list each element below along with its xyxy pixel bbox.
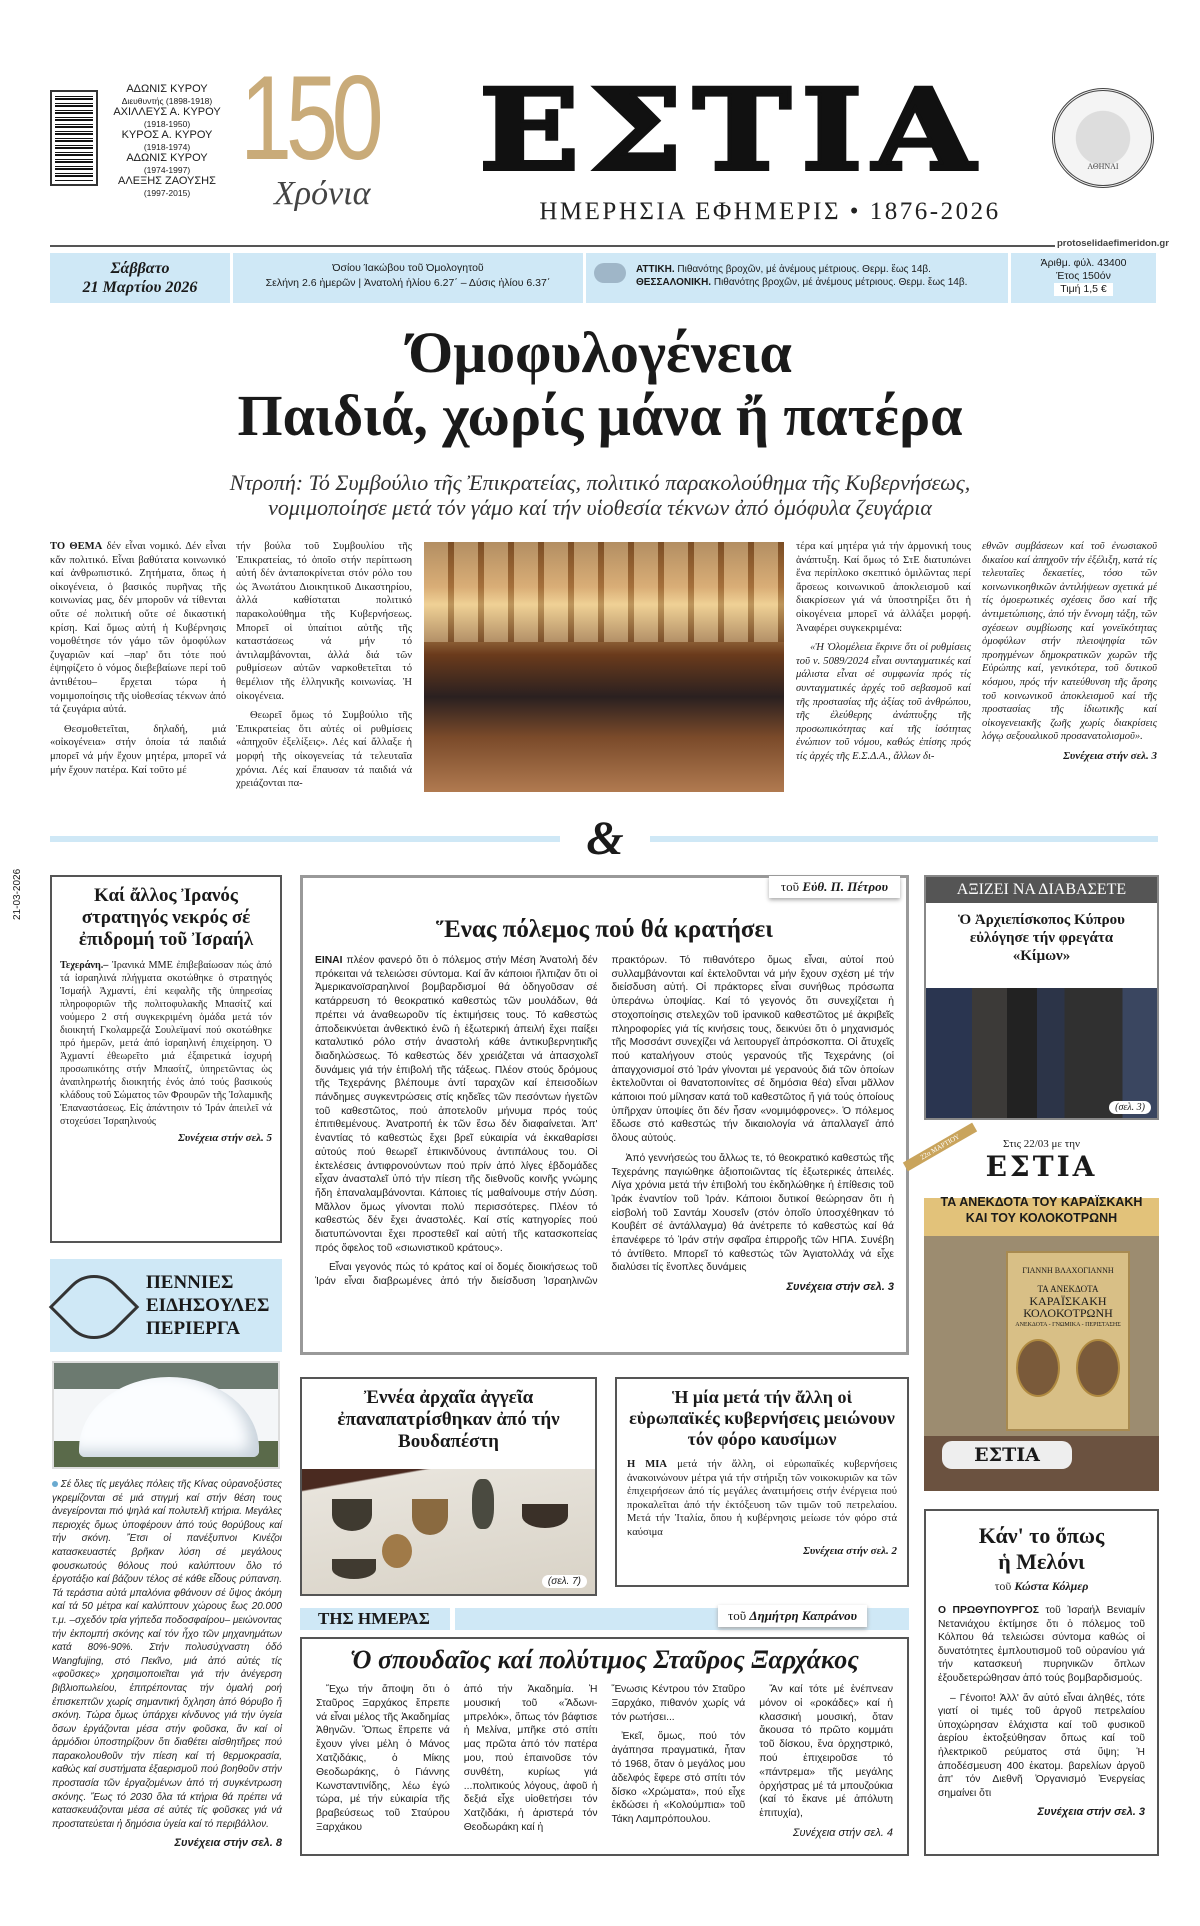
anniversary-word: Χρόνια [274, 175, 371, 212]
paragraph: – Γένοιτο! Ἀλλ' ἄν αὐτό εἶναι ἀληθές, τότε γιατί οἱ τιμές τοῦ ἀργοῦ πετρελαίου ὑποχώρησαν ἐλάχιστα καί τοῦ φυσικοῦ ἀερίου ἐκτοξεύθησαν ὅπως καί τοῦ ἠλεκτρικοῦ ρεύματος στά ὕψη; Ἡ ἀποδέσμευση 400 ἑκατομ. βαρελίων ἀργοῦ ἀπ' τόν Διεθνῆ Ὀργανισμό Ἐνεργείας σημαίνει ὅτι [938, 1692, 1145, 1799]
header-line: ΕΙΔΗΣΟΥΛΕΣ [146, 1295, 270, 1316]
iran-general-article [50, 875, 282, 1243]
lead-in: ΤΟ ΘΕΜΑ [50, 541, 103, 552]
text: τοῦ Ἰσραήλ Βενιαμίν Νετανιάχου ἐκτίμησε ὅτι ὁ πόλεμος τοῦ Κόλπου θά τελειώσει σύντομα καθώς οἱ δυνατότητες ἐμπλουτισμοῦ τοῦ οὐρανίου γιά τήν κατασκευή πυρηνικῶν ὅπλων ἐξουδετερώθησαν ἀπό τούς βομβαρδισμούς. [938, 1605, 1145, 1684]
paragraph: Εἶναι γεγονός πώς τό κράτος καί οἱ δομές διοικήσεως τοῦ Ἰράν εἶναι διαβρωμένες ἀπό τήν διείσδυση Ἰσραηλινῶν πρακτόρων. Τό πιθανότερο ὅμως εἶναι, αὐτοί πού συλλαμβάνονται καί ἐκτελοῦνται νά μήν ἔχουν σχέση μέ τήν διείσδυση αὐτή. Οἱ πράκτορες εἶναι συνήθως πρόσωπα ὑπεράνω ὑποψίας. Καί τό γεγονός ὅτι συνεχίζεται ἡ στοχοποίησις στελεχῶν τοῦ ἰρανικοῦ καθεστῶτος μέ ἀκριβεῖς πληροφορίες γιά τίς κινήσεις τους, δεικνύει ὅτι ὁ μηχανισμός τῆς Μοσσάντ συνεχίζει νά λειτουργεῖ ἀπρόσκοπτα. Οἱ ἄτυχεῖς πού καταλήγουν στούς γερανούς τῆς Τεχεράνης (οἱ ἀπαγχονισμοί στό Ἰράν γίνονται μέ γερανούς διά τῶν ὁποίων ἐκτελοῦνται οἱ θανατοποινίτες σέ δημόσια θέα) εἶναι μᾶλλον κάποιοι πού μίλησαν κατά τοῦ καθεστῶτος ἤ γιά τούς ὁποίους ὑπῆρχαν ὑποψίες ὅτι δέν ἦσαν «νομιμόφρονες». Ὁ πόλεμος ἔδωσε στό καθεστώς τήν δικαιολογία νά ἀπαλλαγεῖ ἀπό ὅλους αὐτούς. [315, 955, 894, 1288]
lead-in: Ο ΠΡΩΘΥΠΟΥΡΓΟΣ [938, 1605, 1039, 1616]
weather-region: ΘΕΣΣΑΛΟΝΙΚΗ. [636, 277, 712, 288]
continued-link[interactable]: Συνέχεια στήν σελ. 3 [786, 1281, 894, 1294]
paragraph [315, 954, 598, 1255]
article-title: Ὁ σπουδαῖος καί πολύτιμος Σταῦρος Ξαρχάκος [350, 1645, 859, 1674]
lead-col-2 [236, 540, 412, 797]
page-ref[interactable]: (σελ. 3) [1109, 1101, 1151, 1114]
infobar-weather [586, 253, 1008, 303]
text: Ἰρανικά ΜΜΕ ἐπιβεβαίωσαν πώς ἀπό τά ἰσραηλινά πλήγματα σκοτώθηκε ὁ στρατηγός Ἰσμαήλ Ἀχμαντί, ἐπί κεφαλῆς τῆς ὑπηρεσίας πληροφοριῶν τῆς πολιτοφυλακῆς Μπασίτζ καί νούμερο 2 στή συγκεκριμένη ὁμάδα μετά τόν διοικητή Γκολαμρεζά Σουλεϊμανί πού σκοτώθηκε πρό ἡμερῶν, μετά ἀπό ἰσραηλινή ἐπιχείρηση. Ὁ Ἀχμαντί ἐθεωρεῖτο μιά ἐξαιρετικά ἰσχυρή προσωπικότης στήν Μπασίτζ, ὑπηρετῶντας ὡς ἀναπληρωτής διοικητής ἑνός ἀπό τούς βασικούς κλάδους τοῦ Σώματος τῶν Φρουρῶν τῆς Ἰσλαμικῆς Ἐπαναστάσεως. Εἰς ἀπάντησιν τό Ἰράν ἀπειλεῖ νά στοχεύσει Ἰσραηλινούς [60, 960, 273, 1127]
paragraph: Θεσμοθετεῖται, δηλαδή, μιά «οἰκογένεια» στήν ὁποία τά παιδιά μπορεῖ νά μήν ἔχουν μητέρα, μπορεῖ νά μήν ἔχουν πατέρα. Καί τοῦτο μέ [50, 723, 226, 776]
founder-years: (1918-1974) [143, 141, 191, 152]
infobar-date [50, 253, 230, 303]
lead-col-3 [796, 540, 971, 770]
founder: ΑΧΙΛΛΕΥΣ Α. ΚΥΡΟΥ [113, 106, 221, 118]
infobar-almanac [233, 253, 583, 303]
header-line: ΠΕΡΙΕΡΓΑ [146, 1318, 241, 1339]
anniversary-number: 150 [240, 51, 378, 185]
founder: ΑΛΕΞΗΣ ΖΑΟΥΣΗΣ [118, 175, 216, 187]
founder: ΑΔΩΝΙΣ ΚΥΡΟΥ [126, 152, 208, 164]
seal-text: ΑΘΗΝΑΙ [1087, 162, 1119, 171]
column [464, 1683, 598, 1841]
paragraph [50, 540, 226, 717]
ad-logo: ΕΣΤΙΑ [985, 1150, 1098, 1183]
continued-link[interactable]: Συνέχεια στήν σελ. 8 [174, 1837, 282, 1850]
newspaper-title: ΕΣΤΙΑ [478, 64, 986, 197]
article-title[interactable]: Ὁ Ἀρχιεπίσκοπος Κύπρου εὐλόγησε τήν φρεγάτα «Κίμων» [958, 912, 1125, 964]
founders-list [112, 84, 222, 199]
paragraph: Ἄν καί τότε μέ ἐνέπνεαν μόνον οἱ «ροκάδες» καί ἡ κλασσική μουσική, ὅταν ἄκουσα τό πρῶτο κομμάτι τοῦ δίσκου, ἕνα ὀρχηστρικό, πού ἐπιχειροῦσε τό «πάντρεμα» τῆς μεγάλης ὀρχήστρας μέ τά μπουζούκια (καί τό ἔκανε μέ ἀπόλυτη ἐπιτυχία), [759, 1684, 893, 1820]
paragraph: εθνῶν συμβάσεων καί τοῦ ἐνωσιακοῦ δικαίου καί ἀπηχοῦν τήν ἐξέλιξη, κατά τίς τελευταῖες δεκαετίες, τόσο τῶν κοινωνικοηθικῶν ἀντιλήψεων σχετικά μέ τίς ὁμοερωτικές σχέσεις ὅσο καί τῆς ἀντιμετώπισης, ἀπό τήν ἔννομη τάξη, τῶν σχέσεων συμβίωσης καί γονεϊκότητας ὁμοφύλων στήν πλειοψηφία τῶν προηγμένων δημοκρατικῶν χωρῶν τῆς Εὐρώπης καί, γενικότερα, τοῦ δυτικοῦ κόσμου, πρός τήν κατεύθυνση τῆς ἄρσης τοῦ κοινωνικοῦ ἀποκλεισμοῦ καί τῆς προστασίας τῆς ἰδιωτικῆς καί οἰκογενειακῆς ζωῆς χωρίς διακρίσεις λόγῳ σεξουαλικοῦ προσανατολισμοῦ». [982, 541, 1157, 743]
book-title: ΚΟΛΟΚΟΤΡΩΝΗ [1023, 1306, 1113, 1320]
article-title: Ἕνας πόλεμος πού θά κρατήσει [436, 916, 773, 943]
worth-reading-box [924, 875, 1159, 1120]
weather-text: Πιθανότης βροχῶν, μέ ἀνέμους μέτριους. Θερμ. ἕως 14β. [713, 277, 968, 288]
book-title: ΚΑΡΑΪΣΚΑΚΗ [1029, 1294, 1107, 1308]
weather-thessaloniki [636, 276, 1008, 289]
ampersand-ornament: & [560, 814, 650, 864]
article-body [938, 1604, 1145, 1800]
paragraph [938, 1604, 1145, 1686]
byline-prefix: τοῦ [728, 1608, 747, 1623]
quote-paragraph: «Ἡ Ὁλομέλεια ἔκρινε ὅτι οἱ ρυθμίσεις τοῦ ν. 5089/2024 εἶναι συνταγματικές καί μάλιστα εἶναι σέ συμφωνία πρός τίς συνταγματικές ἀρχές τοῦ σεβασμοῦ καί τῆς προστασίας τῆς ἀξίας τοῦ ἀνθρώπου, τῆς ἐλεύθερης ἀνάπτυξης τῆς προσωπικότητας καί τῆς ἰσότητας ἐνώπιον τοῦ νόμου, καθώς ἐπίσης πρός τίς ἀρχές τῆς Ε.Σ.Δ.Α., ἄλλων δι- [796, 642, 971, 762]
continued-link[interactable]: Συνέχεια στήν σελ. 3 [1063, 749, 1157, 762]
article-title: Κάν' το ὅπως [978, 1523, 1105, 1548]
weather-region: ΑΤΤΙΚΗ. [636, 264, 675, 275]
text: μετά τήν ἄλλη, οἱ εὐρωπαϊκές κυβερνήσεις ἀνακοινώνουν μέτρα γιά τήν στήριξη τῶν νοικοκυριῶν κα τῶν ἐπιχειρήσεων ἀπό τίς μεγάλες ἀνατιμήσεις στήν ἐνέργεια πού προκαλεῖται ἀπό τήν ἐκτόξευση τῶν τιμῶν τοῦ πετρελαίου. Μετά τήν Ἰταλία, ὅπου ἡ κυβέρνησις μείωσε τόν φόρο στά καύσιμα [627, 1459, 897, 1538]
continued-link[interactable]: Συνέχεια στήν σελ. 5 [178, 1132, 272, 1144]
website-watermark: protoselidaefimeridon.gr [1057, 238, 1169, 249]
paragraph: τήν βούλα τοῦ Συμβουλίου τῆς Ἐπικρατείας, τό ὁποῖο στήν περίπτωση αὐτή δέν ἀνταποκρίνεται στόν ρόλο του ὡς Ἀνωτάτου Διοικητικοῦ Δικαστηρίου, ἀλλά καθίσταται πολιτικό παρακολούθημα τῆς Κυβερνήσεως. Μπορεῖ οἱ ὑπαίτιοι αὐτῆς τῆς καταστάσεως νά μήν τό ἀντιλαμβάνονται, ἀλλά διά τῶν ρυθμίσεων αὐτῶν ναρκοθετεῖται τό θεμέλιον τῆς ἑλληνικῆς κοινωνίας. Ἡ οἰκογένεια. [236, 541, 412, 702]
flower-ornament-icon [49, 1262, 140, 1353]
byline-prefix: τοῦ [994, 1579, 1012, 1593]
section-header: ΑΞΙΖΕΙ ΝΑ ΔΙΑΒΑΣΕΤΕ [926, 877, 1157, 903]
column [612, 1683, 746, 1841]
book-title: ΤΑ ΑΝΕΚΔΟΤΑ [1037, 1284, 1099, 1294]
continued-link[interactable]: Συνέχεια στήν σελ. 3 [1037, 1806, 1145, 1819]
lead-col-4 [982, 540, 1157, 764]
bullet-icon [52, 1481, 58, 1487]
paragraph: ἀπό τήν Ἀκαδημία. Ἡ μουσική τοῦ «Ἄδωνι-μπρελόκ», ὅπως τόν βάφτισε ἡ Μελίνα, μπῆκε στό σπίτι μας πρῶτα ἀπό τόν πατέρα μου, πού ἐπαινοῦσε τόν συνθέτη, κυρίως γιά ...πολιτικούς λόγους, ἀφοῦ ἡ δεξιά εἶχε υἱοθετήσει τόν Χατζιδάκι, ἡ ἀριστερά τόν Θεοδωράκη καί ἡ [463, 1684, 598, 1833]
deck-line: Ντροπή: Τό Συμβούλιο τῆς Ἐπικρατείας, πολιτικό παρακολούθημα τῆς Κυβερνήσεως, [229, 470, 971, 495]
infobar-issue [1011, 253, 1156, 303]
article-title: Ἡ μία μετά τήν ἄλλη οἱ εὐρωπαϊκές κυβερνήσεις μειώνουν τόν φόρο καυσίμων [629, 1387, 895, 1449]
article-body [315, 954, 894, 1295]
lead-deck [0, 470, 1200, 520]
barcode [50, 90, 98, 186]
meloni-article [924, 1509, 1159, 1856]
text: πλέον φανερό ὅτι ὁ πόλεμος στήν Μέση Ἀνατολή δέν πρόκειται νά τελειώσει σύντομα. Καί ἄν κάποιοι ἤλπιζαν ὅτι οἱ Ἀμερικανοϊσραηλινοί βομβαρδισμοί θά ὁδηγοῦσαν σέ κατάρρευση τό θεοκρατικό καθεστώς τῶν μουλάδων, θά πρέπει νά ἀναθεωροῦν τίς ἐκτιμήσεις τους. Τό καθεστώς ἀποδεικνύεται ἀνθεκτικό ἐνῶ ἡ ἐξωτερική ἀπειλή ἔχει παίξει καταλυτικό ρόλο στήν ἀναστολή κάθε ἀντικυβερνητικῆς διαδηλώσεως. Τό καθεστώς δέν χρειάζεται νά ἀπασχολεῖ δυνάμεις γιά τήν ἐπιβολή τῆς τάξεως. Πλέον στούς δρόμους τῆς Τεχεράνης βλέπουμε ἀντί ταραχῶν καί ἐπεισοδίων πάνδημες συγκεντρώσεις στίς κηδεῖες τῶν πεσόντων ἡγετῶν τοῦ καθεστῶτος, πού ἀποτελοῦν μήνυμα πρός τούς ἐπιτιθεμένους. Ἀνατροπή ἐκ τῶν ἔσω δέν διαφαίνεται. Ἀπ' ἐναντίας τό καθεστώς ἔχει βρεῖ εὐκαιρία νά ἐκκαθαρίσει αὐτούς πού θεωρεῖ ἐπικινδύνους ἀντιπάλους του. Οἱ ἐκτελέσεις ἀντιφρονούντων πού πρίν ἀπό λίγες ἑβδομάδες εἶχαν ἀνασταλεῖ ὑπό τήν πίεση τῆς διεθνοῦς κοινῆς γνώμης ἤδη ἐπαναλαμβάνονται. Κάποιες τίς μαθαίνουμε στήν Δύση. Μᾶλλον ὅμως γίνονται πολύ περισσότερες. Πλέον τό καθεστώς δέν ἔχει ἀναστολές. Καί στίς κατηγορίες πού διατυπώνονται ἔχει προστεθεῖ καί αὐτή τῆς κατασκοπείας πρός ὄφελος τοῦ «σιωνιστικοῦ κράτους». [315, 955, 598, 1254]
column [316, 1683, 450, 1841]
founder: ΚΥΡΟΣ Α. ΚΥΡΟΥ [121, 129, 213, 141]
section-label: ΤΗΣ ΗΜΕΡΑΣ [300, 1608, 450, 1630]
lead-headline: Παιδιά, χωρίς μάνα ἤ πατέρα [237, 383, 963, 448]
continued-link[interactable]: Συνέχεια στήν σελ. 4 [792, 1826, 893, 1839]
newspaper-subtitle: ΗΜΕΡΗΣΙΑ ΕΦΗΜΕΡΙΣ • 1876-2026 [539, 198, 1001, 225]
ad-headline: ΤΑ ΑΝΕΚΔΟΤΑ ΤΟΥ ΚΑΡΑΪΣΚΑΚΗ ΚΑΙ ΤΟΥ ΚΟΛΟΚΟΤΡΩΝΗ [940, 1195, 1143, 1225]
date: 21 Μαρτίου 2026 [82, 279, 198, 296]
paragraph: Ἕνωσις Κέντρου τόν Σταῦρο Ξαρχάκο, πιθανόν χωρίς νά τόν ρωτήσει... [611, 1684, 746, 1723]
paragraph: Ἔχω τήν ἄποψη ὅτι ὁ Σταῦρος Ξαρχάκος ἔπρεπε νά εἶναι μέλος τῆς Ἀκαδημίας Ἀθηνῶν. Ὅπως ἔπρεπε νά ἔχουν γίνει μέλη ὁ Μάνος Χατζιδάκις, ὁ Μίκης Θεοδωράκης, ὁ Γιάννης Κωνσταντινίδης, λέω ἐγώ τώρα, μέ τήν εὐκαιρία τῆς βραβεύσεως τοῦ Σταύρου Ξαρχάκου [316, 1684, 450, 1833]
side-date: 21-03-2026 [12, 868, 23, 920]
founder-years: Διευθυντής (1898-1918) [121, 95, 213, 106]
xarchakos-article [300, 1637, 909, 1856]
article-body [60, 959, 272, 1128]
oddities-header [50, 1259, 282, 1352]
text: Σέ ὅλες τίς μεγάλες πόλεις τῆς Κίνας οὐρανοξύστες γκρεμίζονται σέ μιά στιγμή καί στήν θέση τους ἀνεγείρονται πιό ψηλά καί πολυτελῆ κτήρια. Μεγάλες περιοχές ὅμως ὑποφέρουν ἀπό τούς θορύβους καί τήν σκόνη. Ἔτσι οἱ πανέξυπνοι Κινέζοι κατασκευαστές βρῆκαν λύση σέ μεγάλους φουσκωτούς θόλους πού καλύπτουν ὅλο τό ἐργοτάξιο καί βάζουν τέλος σέ κάθε εἶδους ρύπανση. Τά τεράστια αὐτά μπαλόνια φθάνουν σέ ὕψος ἀκόμη καί τά 50 μέτρα καί καλύπτουν χώρους ἕως 20.000 τ.μ. –σχεδόν τρία γήπεδα ποδοσφαίρου– μειώνοντας τήν ἐκπομπή σκόνης καί τόν ἦχο τῶν μηχανημάτων κατά 80%-90%. Στήν πολυσύχναστη ὁδό Wangfujing, στό Πεκῖνο, μιά ἀπό αὐτές τίς «φοῦσκες» χρησιμοποιεῖται γιά τήν ἀνέγερση βιβλιοπωλείου, ἐπιτρέποντας τήν ὁμαλή ροή ἐπισκεπτῶν χωρίς σημαντική ὄχληση ἀπό θόρυβο ἤ σκόνη. Τώρα ὅμως ὑπάρχει κίνδυνος γιά τήν ὑγεία ὅσων ἐργάζονται μέσα στήν φοῦσκα, ἄν καί οἱ ἁρμόδιοι ὑποστηρίζουν ὅτι διαθέτει αἰσθητῆρες πού παρακολουθοῦν τήν πίεση καί τή θερμοκρασία, καθώς καί συστήματα ἐξαερισμοῦ πού βοηθοῦν στήν προστασία τῶν ἐργαζομένων ἀπό τή συγκέντρωση σκόνης. Ἕως τό 2030 ὅλα τά κτήρια θά πρέπει νά κατασκευάζονται μέσα σέ αὐτές τίς φοῦσκες γιά νά προστατεύεται ἡ δημόσια ὑγεία καί τό περιβάλλον. [52, 1479, 282, 1830]
ad-intro: Στις 22/03 με την [1003, 1138, 1080, 1150]
header-rule [50, 245, 1055, 247]
column [759, 1683, 893, 1841]
war-article [300, 875, 909, 1355]
weekday: Σάββατο [110, 260, 170, 277]
lead-in: ΕΙΝΑΙ [315, 955, 343, 966]
rain-cloud-icon [594, 263, 626, 283]
page-ref[interactable]: (σελ. 7) [542, 1575, 587, 1588]
weather-attica [636, 263, 1008, 276]
lead-headline: Όμοφυλογένεια [408, 320, 792, 385]
founder-years: (1974-1997) [143, 164, 191, 175]
founder-years: (1918-1950) [143, 118, 191, 129]
book-cover [1006, 1251, 1130, 1431]
vessels-article [300, 1377, 597, 1596]
article-body [627, 1458, 897, 1539]
lead-col-1 [50, 540, 226, 783]
header-line: ΠΕΝΝΙΕΣ [146, 1272, 234, 1293]
anniversary-logo [240, 51, 430, 214]
byline [938, 1579, 1145, 1594]
book-subtitle: ΑΝΕΚΔΟΤΑ - ΓΝΩΜΙΚΑ - ΠΕΡΙΣΤΑΣΗΣ [1015, 1322, 1121, 1328]
fuel-tax-article [615, 1377, 909, 1587]
newspaper-roll: ΕΣΤΙΑ [942, 1441, 1072, 1469]
oddities-body [52, 1478, 282, 1851]
deck-line: νομιμοποίησε μετά τόν γάμο καί τήν υἱοθεσία τέκνων ἀπό ὁμόφυλα ζευγάρια [268, 495, 932, 520]
founder: ΑΔΩΝΙΣ ΚΥΡΟΥ [126, 83, 208, 95]
weather-text: Πιθανότης βροχῶν, μέ ἀνέμους μέτριους. Θερμ. ἕως 14β. [677, 264, 931, 275]
dateline: Τεχεράνη.– [60, 960, 109, 971]
paragraph: Θεωρεῖ ὅμως τό Συμβούλιο τῆς Ἐπικρατείας ὅτι αὐτές οἱ ρυθμίσεις «ἀπηχοῦν ἐξελίξεις». Λές καί ἄλλαξε ἡ μορφή τῆς οἰκογενείας τά τελευταῖα χρόνια. Λές καί ἔπαυσαν τά παιδιά νά χρειάζονται πα- [236, 710, 412, 790]
archbishop-frigate-photo [926, 988, 1157, 1118]
portraits [1008, 1339, 1128, 1397]
sun-moon-times: Σελήνη 2.6 ἡμερῶν | Ἀνατολή ἡλίου 6.27΄ – Δύσις ἡλίου 6.37΄ [265, 277, 551, 289]
paragraph: τέρα καί μητέρα γιά τήν ἁρμονική τους ἀνάπτυξη. Καί ὅμως τό ΣτΕ διατυπώνει ἕνα περίπλοκο σκεπτικό ὁμιλῶντας περί ἄρσεως κοινωνικοῦ ἀποκλεισμοῦ καί διακρίσεων γιά νά ὑποστηρίξει ὅτι ἡ οἰκογένεια μπορεῖ νά ἀλλάξει μορφή. Ἀναφέρει συγκεκριμένα: [796, 541, 971, 634]
seal-logo [1052, 88, 1154, 188]
saint-of-day: Όσίου Ίακώβου τοῦ Όμολογητοῦ [332, 262, 484, 274]
paragraph: Ἀπό γεννήσεώς του ἄλλως τε, τό θεοκρατικό καθεστώς τῆς Τεχεράνης παγιώθηκε ἀξιοποιῶντας τίς ἐξωτερικές ἀπειλές. Λίγα χρόνια μετά τήν ἐπιβολή του ἐκδηλώθηκε ἡ ἐπίθεσις τοῦ Ἰράκ ἐναντίον τοῦ Ἰράν. Κάποιοι δυτικοί θεώρησαν ὅτι ἡ εἰσβολή τοῦ Σαντάμ Χουσεΐν (στόν ὁποῖο ὑποσχέθηκαν τό Κουβέιτ σέ ἀντάλλαγμα) θά ἀνέτρεπε τό καθεστώς καί θά ἐπανέφερε τό Ἰράν στήν σφαῖρα ἐπιρροῆς τῶν ΗΠΑ. Συνέβη τό ἀντίθετο. Μπορεῖ τό καθεστώς τῶν Ἀγιατολλάχ νά εἶχε διαλύσει τίς ἔνοπλες δυνάμεις [611, 1152, 894, 1274]
ancient-vessels-photo [302, 1469, 595, 1594]
paragraph: Ἐκεῖ, ὅμως, πού τόν ἀγάπησα πραγματικά, ἦταν τό 1968, ὅταν ὁ μεγάλος μου ἀδελφός ἔφερε στό σπίτι τόν δίσκο «Χρώματα», πού εἶχε ἐκδώσει ἡ «Κολούμπια» τοῦ Τάκη Λαμπρόπουλου. [611, 1731, 746, 1826]
air-dome-photo [52, 1361, 280, 1469]
text: δέν εἶναι νομικό. Δέν εἶναι κἄν πολιτικό. Εἶναι βαθύτατα κοινωνικό καί ἀνθρωπιστικό. Ζητήματα, ὅπως ἡ οἰκογένεια, ὁ βασικός πυρῆνας τῆς κοινωνίας μας, δέν μποροῦν νά τίθενται οὔτε σέ πολιτική οὔτε σέ δικαστική κρίση. Καί ὅμως αὐτή ἡ Κυβέρνησις νομοθέτησε τόν γάμο τῶν ὁμοφύλων ζυγαριῶν καί –παρ' ὅτι τότε πού ἐψηφίζετο ὁ νόμος διεβεβαίωνε περί τοῦ ἀντιθέτου– ἔρχεται τώρα ἡ νομιμοποίησις τῆς υἱοθεσίας τέκνων ἀπό τά ζευγάρια αὐτά. [50, 541, 227, 716]
lead-in: Η ΜΙΑ [627, 1459, 668, 1470]
byline [718, 1605, 867, 1627]
article-title[interactable]: Ἐννέα ἀρχαῖα ἀγγεῖα ἐπαναπατρίσθηκαν ἀπό τήν Βουδαπέστη [337, 1387, 560, 1452]
book-author: ΓΙΑΝΝΗ ΒΛΑΧΟΓΙΑΝΝΗ [1022, 1266, 1114, 1275]
article-title: Καί ἄλλος Ἰρανός στρατηγός νεκρός σέ ἐπιδρομή τοῦ Ἰσραήλ [78, 885, 254, 950]
publication-year: Έτος 150όν [1056, 270, 1111, 282]
author-name: Κώστα Κόλμερ [1014, 1579, 1089, 1593]
founder-years: (1997-2015) [143, 187, 191, 198]
byline-prefix: τοῦ [780, 879, 800, 894]
price: Τιμή 1,5 € [1054, 283, 1113, 296]
issue-number: Άριθμ. φύλ. 43400 [1040, 257, 1127, 269]
author-name: Δημήτρη Καπράνου [749, 1608, 858, 1623]
book-promo-ad[interactable] [918, 1132, 1159, 1491]
date-ribbon: 22α ΜΑΡΤΙΟΥ [903, 1123, 977, 1172]
byline [769, 876, 900, 898]
author-name: Εὐθ. Π. Πέτρου [802, 879, 888, 894]
article-title: ἡ Μελόνι [998, 1549, 1085, 1574]
council-of-state-photo [424, 542, 784, 792]
continued-link[interactable]: Συνέχεια στήν σελ. 2 [803, 1545, 897, 1557]
